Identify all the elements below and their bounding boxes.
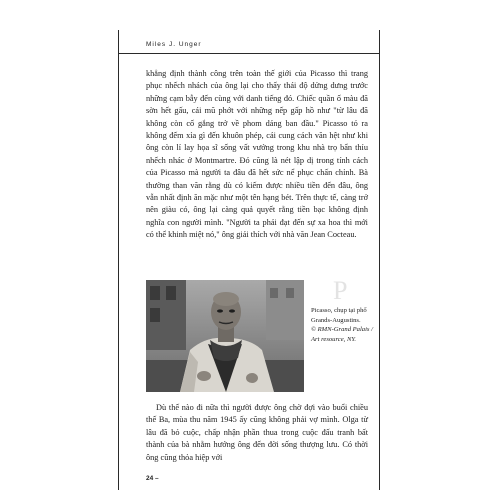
header-rule (119, 53, 379, 54)
book-page (118, 30, 380, 490)
caption-text: Picasso, chụp tại phố Grands-Augustins. (311, 307, 367, 324)
caption-credit: © RMN-Grand Palais / Art resource, NY. (311, 326, 373, 343)
running-header-author: Miles J. Unger (146, 41, 202, 48)
bleed-through-glyph: P (333, 276, 348, 305)
page-number: 24 – (146, 475, 159, 482)
photo-caption (311, 306, 373, 344)
body-paragraph-2: Dù thế nào đi nữa thì người được ông chờ đợi vào buổi chiều thế Ba, mùa thu năm 1945 ấy cũng không phải vợ mình. Olga từ lâu đã bỏ cuộc, chấp nhận phần thua trong cuộc đấu tranh bất thành của bà nhằm hướng ông đến đời sống thượng lưu. Có thời ông cũng thỏa hiệp với (146, 403, 368, 462)
picasso-photograph (146, 280, 304, 392)
body-paragraph-1: khẳng định thành công trên toàn thế giới của Picasso thì trang phục nhếch nhách của ông lại cho thấy thái độ dửng dưng trước những cạm bẫy đến cùng với danh tiếng đó. Chiếc quần ố màu đã sờn hết gấu, cái mũ phớt với những nếp gấp hồ như "từ lâu đã không còn cố gắng trở về phom dáng ban đầu." Picasso tỏ ra không đếm xỉa gì đến khuôn phép, cái cung cách văn hệt như khi ông còn lỉ lay họa sĩ sống vất vưởng trong khu nhà trọ bẩn thỉu nhếch nhác ở Montmartre. Đó cũng là nét lập dị trong tính cách của Picasso mà người ta đâu đã hết sức nể phục chấn chỉnh. Bà thường than vãn rằng dù có kiếm được nhiều tiền đến đâu, ông vẫn nhất định ăn mặc như một tên hạng bét. Trên thực tế, càng trở nên giàu có, ông lại càng quả quyết rằng tiền bạc không định nghĩa con người mình. "Người ta phải đạt đến sự xa hoa thì mới có thể khinh miệt nó," ông giải thích với nhà văn Jean Cocteau. (146, 69, 368, 240)
